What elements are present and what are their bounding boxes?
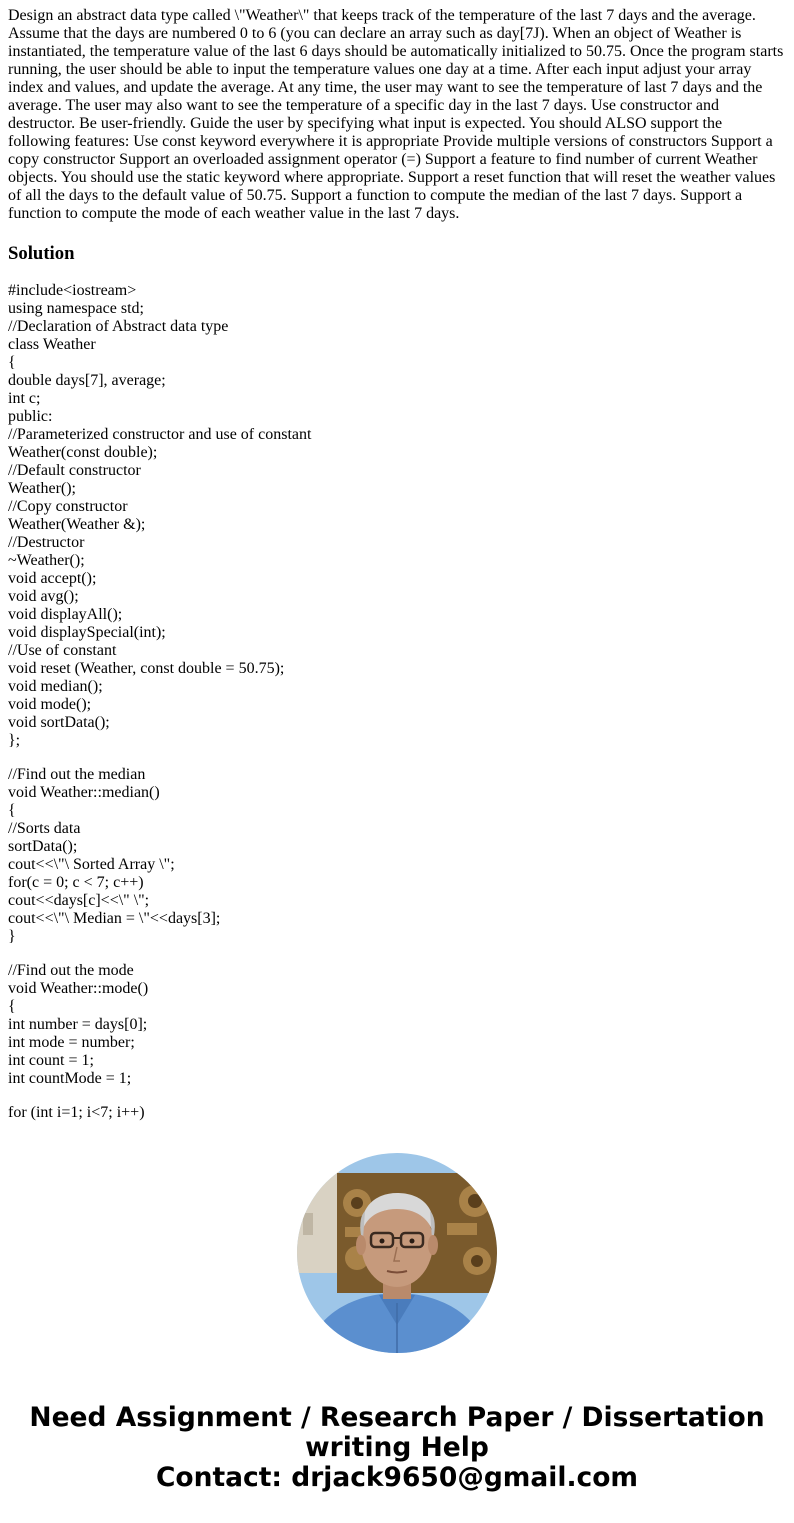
code-line: }; xyxy=(8,732,21,749)
code-line: void Weather::mode() xyxy=(8,980,149,997)
code-line: sortData(); xyxy=(8,838,78,855)
code-line: } xyxy=(8,928,16,945)
code-line: int mode = number; xyxy=(8,1034,135,1051)
banner-line-1: Need Assignment / Research Paper / Dissertation xyxy=(29,1402,765,1433)
code-line: cout<<days[c]<<\" \"; xyxy=(8,892,150,909)
code-blank-line xyxy=(8,946,786,962)
code-line: #include<iostream> xyxy=(8,282,137,299)
code-line: //Use of constant xyxy=(8,642,117,659)
solution-heading: Solution xyxy=(8,243,75,264)
banner-line-3: Contact: drjack9650@gmail.com xyxy=(155,1462,639,1493)
code-line: void avg(); xyxy=(8,588,79,605)
code-line: int number = days[0]; xyxy=(8,1016,148,1033)
code-line: int c; xyxy=(8,390,41,407)
code-line: void mode(); xyxy=(8,696,92,713)
code-line: ~Weather(); xyxy=(8,552,85,569)
banner-line-2: writing Help xyxy=(305,1432,489,1463)
code-line: int count = 1; xyxy=(8,1052,94,1069)
code-line: //Parameterized constructor and use of constant xyxy=(8,426,312,443)
code-line: { xyxy=(8,802,16,819)
author-avatar xyxy=(297,1153,497,1353)
code-line: //Find out the median xyxy=(8,766,146,783)
code-line: //Destructor xyxy=(8,534,85,551)
code-line: void displaySpecial(int); xyxy=(8,624,166,641)
code-line: void Weather::median() xyxy=(8,784,160,801)
code-line: Weather(const double); xyxy=(8,444,158,461)
author-portrait-icon xyxy=(297,1153,497,1353)
code-line: Weather(Weather &); xyxy=(8,516,146,533)
code-line: using namespace std; xyxy=(8,300,144,317)
code-line: { xyxy=(8,354,16,371)
code-blank-line xyxy=(8,1088,786,1104)
code-line: public: xyxy=(8,408,53,425)
contact-banner xyxy=(0,1403,794,1493)
code-line: //Copy constructor xyxy=(8,498,128,515)
code-line: for (int i=1; i<7; i++) xyxy=(8,1104,145,1121)
code-line: { xyxy=(8,998,16,1015)
solution-code xyxy=(8,282,786,1122)
code-line: Weather(); xyxy=(8,480,76,497)
code-line: double days[7], average; xyxy=(8,372,166,389)
question-text: Design an abstract data type called \"Weather\" that keeps track of the temperature of the last 7 days and the average. Assume that the days are numbered 0 to 6 (you can declare an array such as day[7J). When an object of Weather is instantiated, the temperature value of the last 6 days should be automatically initialized to 50.75. Once the program starts running, the user should be able to input the temperature values one day at a time. After each input adjust your array index and values, and update the average. At any time, the user may want to see the temperature of last 7 days and the average. The user may also want to see the temperature of a specific day in the last 7 days. Use constructor and destructor. Be user-friendly. Guide the user by specifying what input is expected. You should ALSO support the following features: Use const keyword everywhere it is appropriate Provide multiple versions of constructors Support a copy constructor Support an overloaded assignment operator (=) Support a feature to find number of current Weather objects. You should use the static keyword where appropriate. Support a reset function that will reset the weather values of all the days to the default value of 50.75. Support a function to compute the median of the last 7 days. Support a function to compute the mode of each weather value in the last 7 days. xyxy=(8,7,784,222)
code-line: void median(); xyxy=(8,678,103,695)
code-line: int countMode = 1; xyxy=(8,1070,132,1087)
code-line: //Sorts data xyxy=(8,820,81,837)
code-line: //Declaration of Abstract data type xyxy=(8,318,229,335)
code-line: void accept(); xyxy=(8,570,97,587)
code-line: void reset (Weather, const double = 50.75); xyxy=(8,660,285,677)
code-line: void displayAll(); xyxy=(8,606,123,623)
code-line: for(c = 0; c < 7; c++) xyxy=(8,874,144,891)
code-line: cout<<\"\ Median = \"<<days[3]; xyxy=(8,910,221,927)
code-line: //Find out the mode xyxy=(8,962,134,979)
code-line: void sortData(); xyxy=(8,714,110,731)
code-line: //Default constructor xyxy=(8,462,141,479)
code-blank-line xyxy=(8,750,786,766)
code-line: cout<<\"\ Sorted Array \"; xyxy=(8,856,175,873)
code-line: class Weather xyxy=(8,336,96,353)
